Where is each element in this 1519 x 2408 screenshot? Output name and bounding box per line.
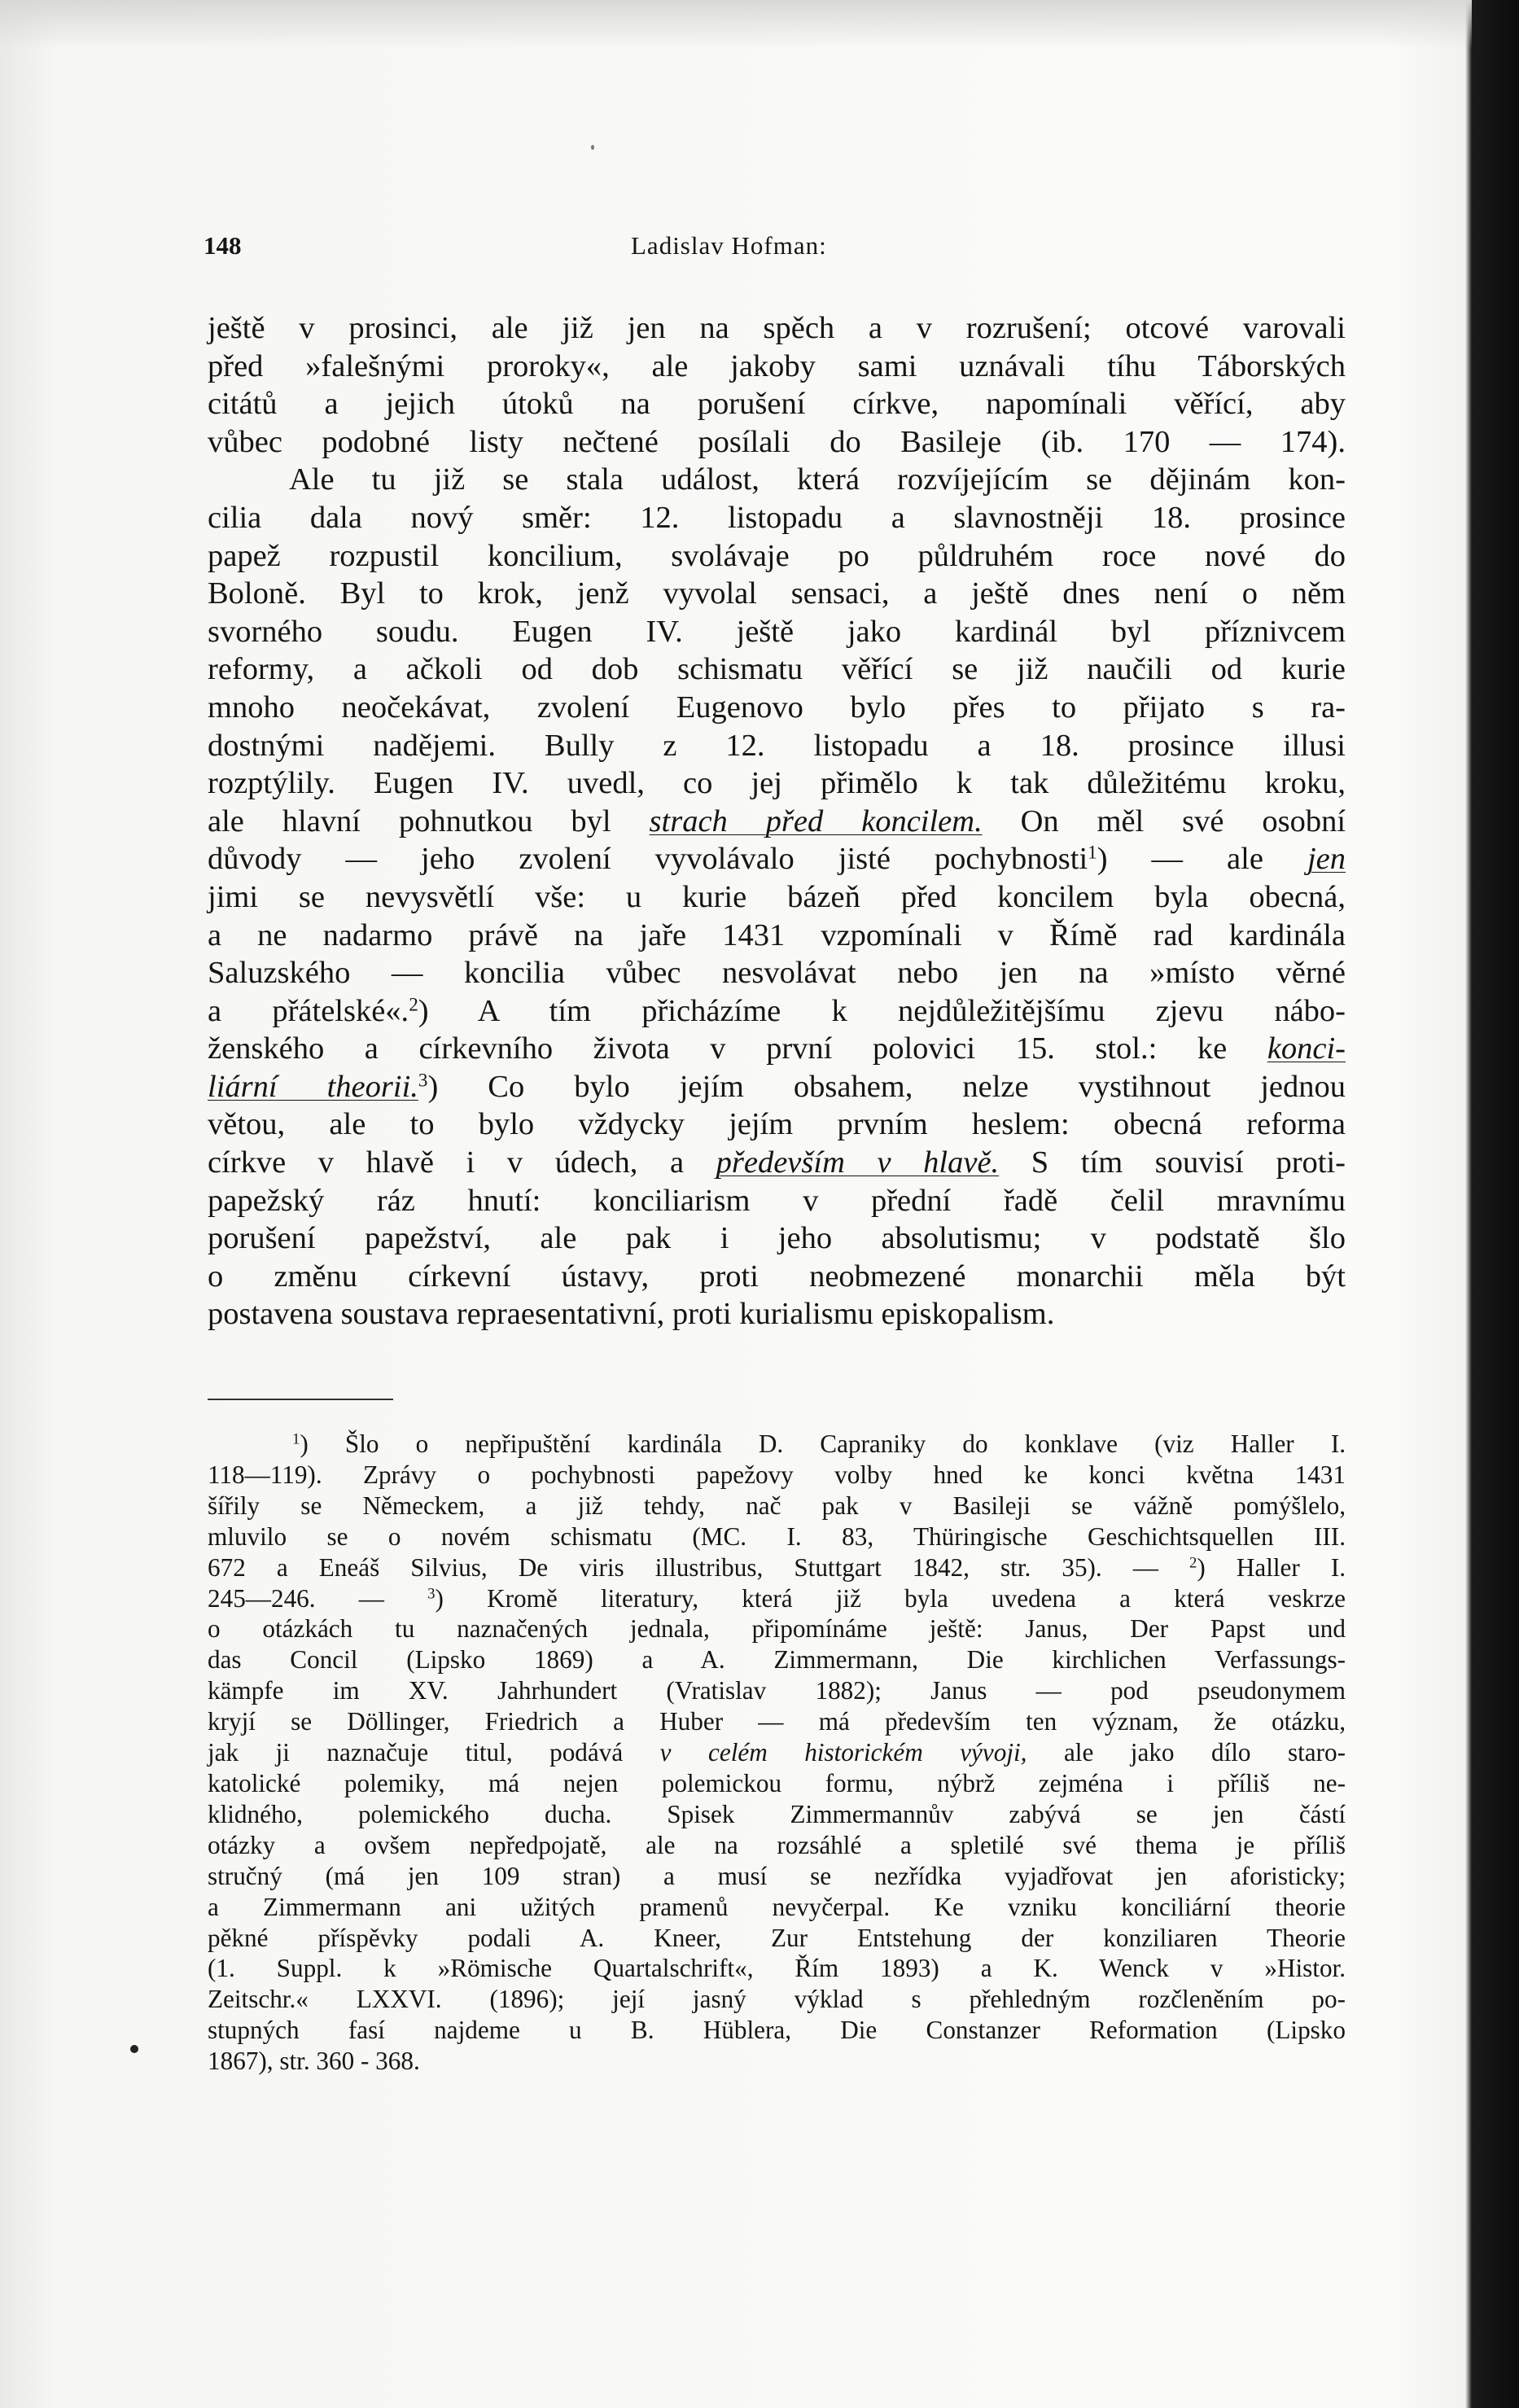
- scan-shadow: [0, 0, 1472, 49]
- text-segment: S tím souvisí proti-: [1031, 1145, 1346, 1180]
- text-line: dostnými nadějemi. Bully z 12. listopadu a 18. prosince illusi: [208, 728, 1346, 763]
- emphasis: konci-: [1267, 1031, 1346, 1066]
- text-line: cilia dala nový směr: 12. listopadu a slavnostněji 18. prosince: [208, 500, 1346, 535]
- footnote-mark: 1: [292, 1430, 300, 1448]
- text-segment: církve v hlavě i v údech, a: [208, 1145, 685, 1180]
- text-line: rozptýlily. Eugen IV. uvedl, co jej přimělo k tak důležitému kroku,: [208, 766, 1346, 801]
- text-segment: ) A tím přicházíme k nejdůležitějšímu zjevu nábo-: [418, 993, 1346, 1028]
- main-text: [208, 309, 1346, 1333]
- text-line: a ne nadarmo právě na jaře 1431 vzpomínali v Římě rad kardinála: [208, 917, 1346, 952]
- footnote-line: a Zimmermann ani užitých pramenů nevyčerpal. Ke vzniku konciliární theorie: [208, 1892, 1346, 1921]
- footnote-ref: 1: [1088, 841, 1097, 863]
- footnote-divider: [208, 1399, 393, 1400]
- text-segment: a přátelské«.: [208, 993, 409, 1028]
- footnote-line: katolické polemiky, má nejen polemickou formu, nýbrž zejména i příliš ne-: [208, 1768, 1346, 1797]
- text-line: [208, 1068, 1346, 1106]
- footnote-line: o otázkách tu naznačených jednala, připomínáme ještě: Janus, Der Papst und: [208, 1614, 1346, 1644]
- text-line: mnoho neočekávat, zvolení Eugenovo bylo přes to přijato s ra-: [208, 690, 1346, 725]
- text-line: jimi se nevysvětlí vše: u kurie bázeň před koncilem byla obecná,: [208, 879, 1346, 914]
- footnote-line: Zeitschr.« LXXVI. (1896); její jasný výklad s přehledným rozčleněním po-: [208, 1985, 1346, 2014]
- ink-speck: [591, 145, 594, 150]
- footnote-line: šířily se Německem, a již tehdy, nač pak v Basileji se vážně pomýšlelo,: [208, 1491, 1346, 1520]
- footnote-mark: 3: [427, 1585, 436, 1603]
- emphasis: jen: [1307, 842, 1346, 877]
- footnote-line: kryjí se Döllinger, Friedrich a Huber — má především ten význam, že otázku,: [208, 1707, 1346, 1736]
- text-line: [208, 1030, 1346, 1068]
- text-line: [208, 1144, 1346, 1182]
- text-segment: ) Co bylo jejím obsahem, nelze vystihnout jednou: [427, 1069, 1346, 1104]
- emphasis: především v hlavě.: [716, 1145, 1000, 1180]
- text-segment: ženského a církevního života v první polovici 15. stol.: ke: [208, 1031, 1228, 1066]
- text-line: před »falešnými proroky«, ale jakoby sami uznávali tíhu Táborských: [208, 348, 1346, 383]
- footnote-line: [208, 1583, 1346, 1614]
- text-segment: důvody — jeho zvolení vyvolávalo jisté pochybnosti: [208, 842, 1088, 877]
- footnote-line: stručný (má jen 109 stran) a musí se nezřídka vyjadřovat jen aforisticky;: [208, 1861, 1346, 1890]
- text-line: Boloně. Byl to krok, jenž vyvolal sensaci, a ještě dnes není o něm: [208, 576, 1346, 611]
- ink-speck: [130, 2045, 138, 2053]
- footnote-ref: 3: [418, 1069, 428, 1091]
- text-segment: On měl své osobní: [1020, 803, 1346, 838]
- running-head: Ladislav Hofman:: [631, 231, 827, 260]
- footnote-line: mluvilo se o novém schismatu (MC. I. 83, Thüringische Geschichtsquellen III.: [208, 1521, 1346, 1551]
- text-line: svorného soudu. Eugen IV. ještě jako kardinál byl příznivcem: [208, 614, 1346, 649]
- text-line: Ale tu již se stala událost, která rozvíjejícím se dějinám kon-: [289, 462, 1346, 497]
- page-number: 148: [204, 231, 242, 260]
- text-line: reformy, a ačkoli od dob schismatu věřící se již naučili od kurie: [208, 652, 1346, 687]
- text-segment: ) Haller I.: [1197, 1552, 1346, 1582]
- footnotes: [208, 1429, 1346, 2077]
- text-segment: ) — ale: [1097, 842, 1263, 877]
- footnote-line: klidného, polemického ducha. Spisek Zimmermannův zabývá se jen částí: [208, 1799, 1346, 1828]
- text-line: o změnu církevní ústavy, proti neobmezené monarchii měla být: [208, 1259, 1346, 1294]
- footnote-line: stupných fasí najdeme u B. Hüblera, Die Constanzer Reformation (Lipsko: [208, 2016, 1346, 2045]
- text-line: [208, 803, 1346, 841]
- text-line: ještě v prosinci, ale již jen na spěch a v rozrušení; otcové varovali: [208, 311, 1346, 345]
- footnote-line: [208, 1429, 1346, 1460]
- footnote-line: das Concil (Lipsko 1869) a A. Zimmermann, Die kirchlichen Verfassungs-: [208, 1645, 1346, 1675]
- footnote-line: otázky a ovšem nepředpojatě, ale na rozsáhlé a spletilé své thema je příliš: [208, 1830, 1346, 1859]
- emphasis: strach před koncilem.: [649, 803, 983, 838]
- emphasis: v celém historickém vývoji,: [659, 1738, 1027, 1767]
- text-line: porušení papežství, ale pak i jeho absolutismu; v podstatě šlo: [208, 1221, 1346, 1256]
- footnote-line: [208, 1552, 1346, 1583]
- text-line: větou, ale to bylo vždycky jejím prvním heslem: obecná reforma: [208, 1107, 1346, 1142]
- page-header: [204, 231, 1343, 264]
- text-segment: ale hlavní pohnutkou byl: [208, 803, 611, 838]
- text-segment: ) Kromě literatury, která již byla uvedena a která veskrze: [435, 1583, 1346, 1613]
- text-line: postavena soustava repraesentativní, proti kurialismu episkopalism.: [208, 1297, 1055, 1332]
- emphasis: liární theorii.: [208, 1069, 418, 1104]
- text-line: [208, 840, 1346, 878]
- text-segment: ) Šlo o nepřipuštění kardinála D. Capraniky do konklave (viz Haller I.: [300, 1429, 1346, 1458]
- footnote-mark: 2: [1189, 1554, 1197, 1572]
- text-line: Saluzského — koncilia vůbec nesvolávat nebo jen na »místo věrné: [208, 956, 1346, 991]
- text-line: citátů a jejich útoků na porušení církve, napomínali věřící, aby: [208, 387, 1346, 422]
- footnote-line: (1. Suppl. k »Römische Quartalschrift«, Řím 1893) a K. Wenck v »Histor.: [208, 1954, 1346, 1983]
- footnote-line: 1867), str. 360 - 368.: [208, 2047, 420, 2076]
- footnote-line: pěkné příspěvky podali A. Kneer, Zur Entstehung der konziliaren Theorie: [208, 1923, 1346, 1952]
- footnote-line: kämpfe im XV. Jahrhundert (Vratislav 1882); Janus — pod pseudonymem: [208, 1676, 1346, 1705]
- footnote-line: [208, 1737, 1346, 1768]
- text-line: vůbec podobné listy nečtené posílali do Basileje (ib. 170 — 174).: [208, 424, 1346, 459]
- footnote-line: 118—119). Zprávy o pochybnosti papežovy volby hned ke konci května 1431: [208, 1460, 1346, 1489]
- text-line: [208, 992, 1346, 1031]
- text-segment: 672 a Eneáš Silvius, De viris illustribus, Stuttgart 1842, str. 35). —: [208, 1552, 1158, 1582]
- text-segment: 245—246. —: [208, 1583, 384, 1613]
- text-segment: jak ji naznačuje titul, podává: [208, 1738, 624, 1767]
- text-segment: ale jako dílo staro-: [1063, 1738, 1346, 1767]
- text-line: papež rozpustil koncilium, svolávaje po půldruhém roce nové do: [208, 538, 1346, 573]
- footnote-ref: 2: [409, 992, 418, 1014]
- text-line: papežský ráz hnutí: konciliarism v přední řadě čelil mravnímu: [208, 1183, 1346, 1218]
